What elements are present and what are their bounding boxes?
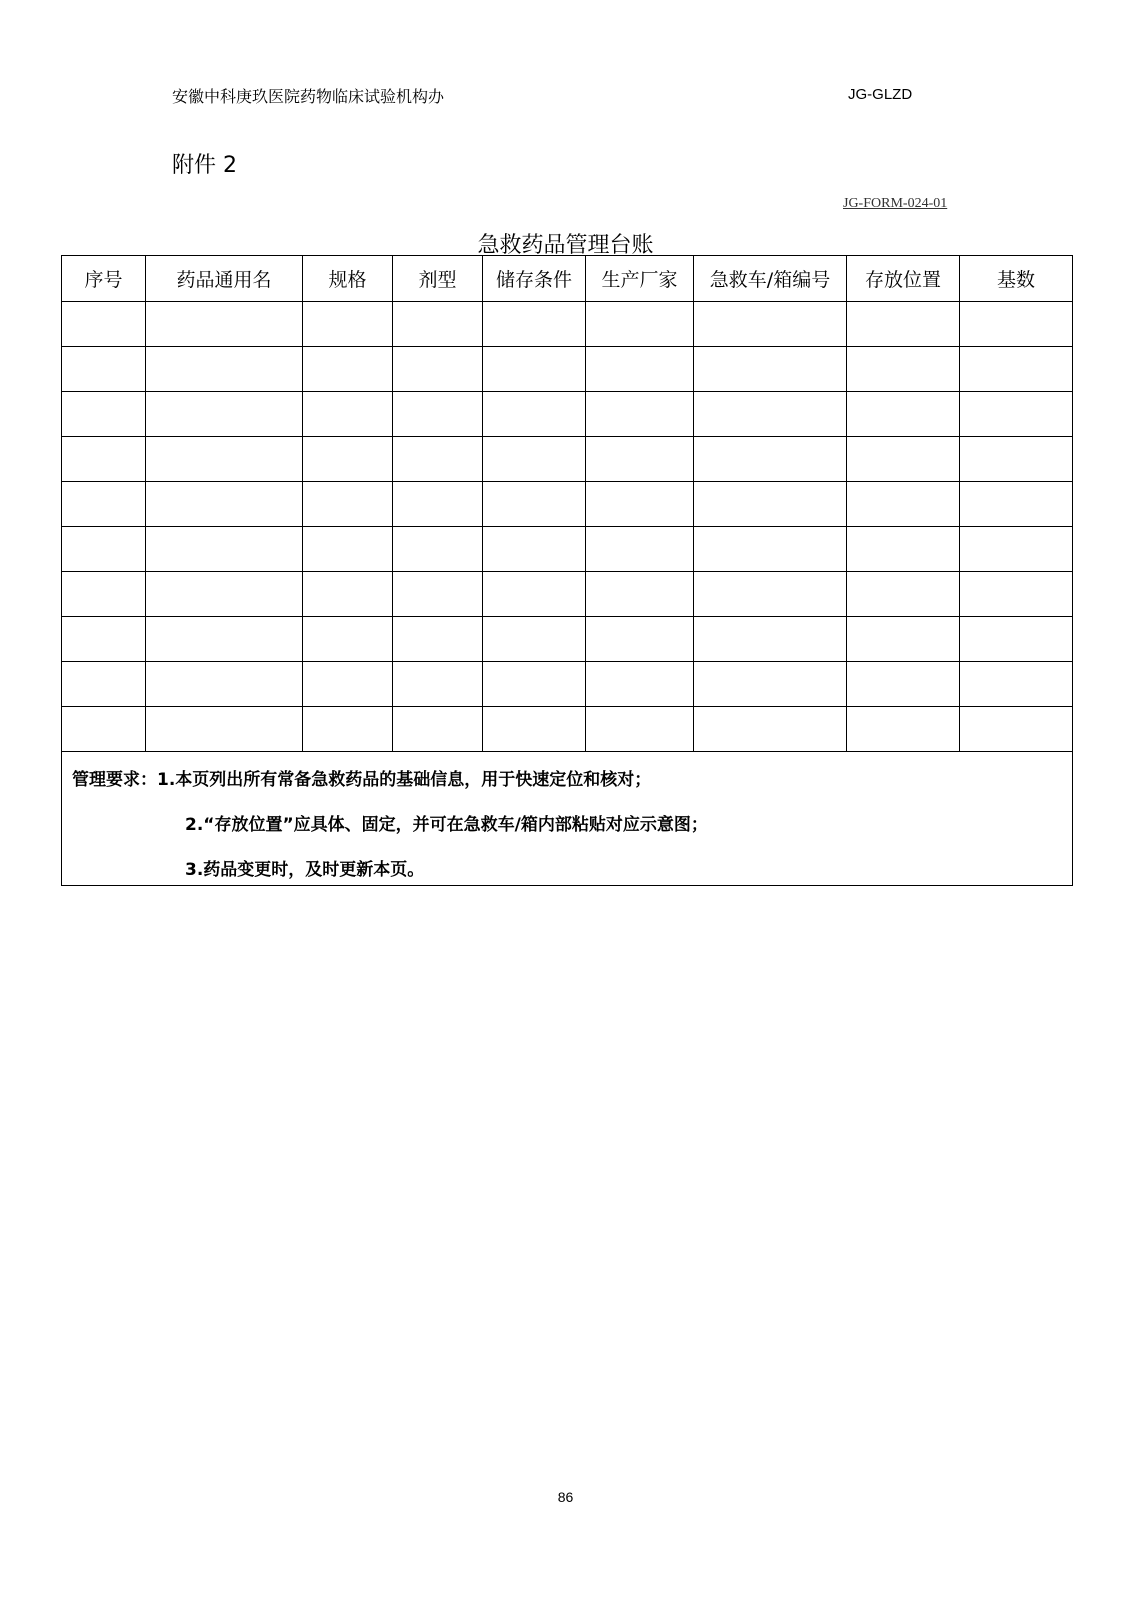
table-cell[interactable]: [146, 662, 303, 707]
table-cell[interactable]: [393, 437, 483, 482]
table-cell[interactable]: [393, 482, 483, 527]
table-cell[interactable]: [62, 527, 146, 572]
table-cell[interactable]: [393, 392, 483, 437]
table-cell[interactable]: [586, 617, 694, 662]
table-cell[interactable]: [847, 437, 960, 482]
table-row: [62, 707, 1073, 752]
table-cell[interactable]: [847, 572, 960, 617]
table-cell[interactable]: [847, 617, 960, 662]
table-row: [62, 527, 1073, 572]
table-cell[interactable]: [303, 302, 393, 347]
table-cell[interactable]: [483, 707, 586, 752]
column-header: 剂型: [393, 256, 483, 302]
table-cell[interactable]: [960, 482, 1073, 527]
table-cell[interactable]: [960, 527, 1073, 572]
table-cell[interactable]: [146, 302, 303, 347]
table-cell[interactable]: [586, 572, 694, 617]
table-row: [62, 482, 1073, 527]
column-header: 规格: [303, 256, 393, 302]
table-cell[interactable]: [694, 302, 847, 347]
table-cell[interactable]: [694, 662, 847, 707]
table-cell[interactable]: [303, 662, 393, 707]
table-cell[interactable]: [694, 347, 847, 392]
table-cell[interactable]: [483, 572, 586, 617]
requirement-line-1: 管理要求：1.本页列出所有常备急救药品的基础信息，用于快速定位和核对；: [72, 770, 652, 790]
form-title: 急救药品管理台账: [477, 233, 654, 258]
column-header: 生产厂家: [586, 256, 694, 302]
table-header-row: [62, 256, 1073, 302]
drug-ledger-table: [61, 255, 1073, 886]
table-cell[interactable]: [960, 572, 1073, 617]
table-cell[interactable]: [694, 482, 847, 527]
table-cell[interactable]: [586, 392, 694, 437]
table-row: [62, 572, 1073, 617]
header-organization: 安徽中科庚玖医院药物临床试验机构办: [172, 87, 445, 106]
table-cell[interactable]: [694, 617, 847, 662]
table-cell[interactable]: [146, 572, 303, 617]
table-cell[interactable]: [483, 347, 586, 392]
table-cell[interactable]: [303, 617, 393, 662]
table-cell[interactable]: [586, 707, 694, 752]
form-number: JG-FORM-024-01: [843, 196, 948, 211]
table-cell[interactable]: [960, 707, 1073, 752]
table-cell[interactable]: [303, 572, 393, 617]
table-cell[interactable]: [303, 347, 393, 392]
table-cell[interactable]: [960, 617, 1073, 662]
column-header: 序号: [62, 256, 146, 302]
table-cell[interactable]: [483, 482, 586, 527]
table-cell[interactable]: [146, 437, 303, 482]
table-cell[interactable]: [847, 527, 960, 572]
table-cell[interactable]: [146, 527, 303, 572]
table-cell[interactable]: [586, 302, 694, 347]
table-cell[interactable]: [393, 572, 483, 617]
requirement-line-2: 2.“存放位置”应具体、固定，并可在急救车/箱内部粘贴对应示意图；: [185, 815, 708, 835]
table-cell[interactable]: [303, 707, 393, 752]
table-cell[interactable]: [146, 617, 303, 662]
table-cell[interactable]: [483, 662, 586, 707]
table-cell[interactable]: [960, 392, 1073, 437]
table-cell[interactable]: [847, 707, 960, 752]
table-cell[interactable]: [303, 527, 393, 572]
column-header: 药品通用名: [146, 256, 303, 302]
table-cell[interactable]: [62, 572, 146, 617]
table-cell[interactable]: [393, 707, 483, 752]
table-cell[interactable]: [483, 437, 586, 482]
table-cell[interactable]: [694, 527, 847, 572]
table-cell[interactable]: [694, 437, 847, 482]
table-cell[interactable]: [847, 392, 960, 437]
table-cell[interactable]: [62, 392, 146, 437]
table-cell[interactable]: [393, 527, 483, 572]
column-header: 储存条件: [483, 256, 586, 302]
table-cell[interactable]: [586, 527, 694, 572]
table-cell[interactable]: [62, 347, 146, 392]
table-cell[interactable]: [586, 662, 694, 707]
table-cell[interactable]: [146, 482, 303, 527]
table-cell[interactable]: [62, 302, 146, 347]
table-row: [62, 617, 1073, 662]
table-cell[interactable]: [393, 347, 483, 392]
table-cell[interactable]: [694, 392, 847, 437]
table-cell[interactable]: [146, 347, 303, 392]
table-cell[interactable]: [393, 662, 483, 707]
table-cell[interactable]: [303, 392, 393, 437]
table-cell[interactable]: [847, 482, 960, 527]
table-cell[interactable]: [960, 302, 1073, 347]
table-cell[interactable]: [62, 707, 146, 752]
table-cell[interactable]: [694, 572, 847, 617]
table-cell[interactable]: [146, 392, 303, 437]
page-number: 86: [557, 1489, 574, 1505]
table-cell[interactable]: [960, 347, 1073, 392]
table-cell[interactable]: [146, 707, 303, 752]
table-cell[interactable]: [483, 302, 586, 347]
attachment-label: 附件 2: [172, 153, 237, 178]
table-cell[interactable]: [393, 617, 483, 662]
header-document-code: JG-GLZD: [848, 86, 913, 103]
column-header: 基数: [960, 256, 1073, 302]
table-cell[interactable]: [847, 302, 960, 347]
table-cell[interactable]: [847, 662, 960, 707]
table-row: [62, 392, 1073, 437]
table-cell[interactable]: [694, 707, 847, 752]
table-row: [62, 437, 1073, 482]
table-cell[interactable]: [586, 482, 694, 527]
table-cell[interactable]: [586, 347, 694, 392]
table-cell[interactable]: [303, 482, 393, 527]
table-cell[interactable]: [483, 527, 586, 572]
table-cell[interactable]: [847, 347, 960, 392]
table-cell[interactable]: [62, 482, 146, 527]
table-cell[interactable]: [483, 392, 586, 437]
table-cell[interactable]: [483, 617, 586, 662]
column-header: 存放位置: [847, 256, 960, 302]
table-cell[interactable]: [62, 617, 146, 662]
table-cell[interactable]: [586, 437, 694, 482]
table-cell[interactable]: [960, 437, 1073, 482]
table-row: [62, 302, 1073, 347]
table-row: [62, 347, 1073, 392]
table-cell[interactable]: [303, 437, 393, 482]
requirement-line-3: 3.药品变更时，及时更新本页。: [185, 860, 425, 880]
table-cell[interactable]: [62, 437, 146, 482]
table-cell[interactable]: [960, 662, 1073, 707]
column-header: 急救车/箱编号: [694, 256, 847, 302]
table-cell[interactable]: [62, 662, 146, 707]
table-cell[interactable]: [393, 302, 483, 347]
table-row: [62, 662, 1073, 707]
